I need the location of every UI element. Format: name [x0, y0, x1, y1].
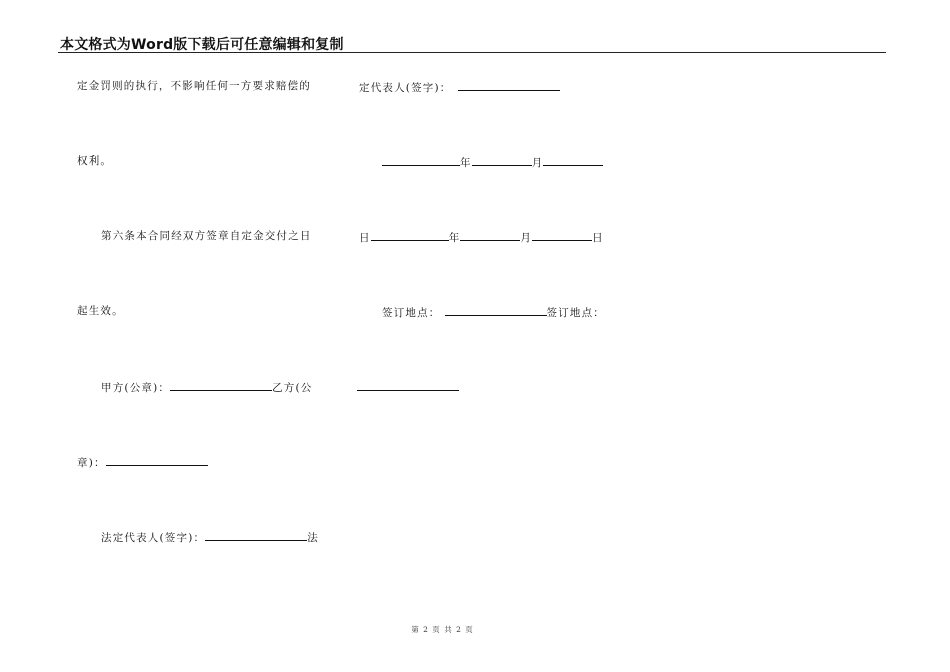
signing-place-blank-2 [357, 380, 459, 391]
day-blank-2 [532, 230, 592, 241]
party-b-seal-label-cont: 章)： [77, 457, 106, 469]
year-label-1: 年 [460, 157, 472, 169]
left-line-5 [101, 380, 313, 394]
party-b-seal-blank [106, 455, 208, 466]
right-line-2 [382, 155, 603, 169]
page-number-footer: 第 2 页 共 2 页 [411, 625, 474, 634]
left-line-2: 权利。 [77, 155, 113, 167]
month-label-1: 月 [531, 157, 544, 169]
year-blank-2 [371, 230, 449, 241]
left-line-6 [77, 455, 208, 469]
legal-rep-label-start: 法 [307, 532, 319, 544]
document-header-title: 本文格式为Word版下载后可任意编辑和复制 [60, 37, 344, 53]
right-line-3 [359, 230, 604, 244]
party-a-seal-blank [170, 380, 272, 391]
day-blank-1 [543, 155, 603, 166]
left-line-1: 定金罚则的执行，不影响任何一方要求赔偿的 [77, 80, 311, 92]
legal-rep-sign-label-2: 定代表人(签字)： [359, 82, 452, 94]
legal-rep-sign-blank [205, 530, 307, 541]
right-line-4 [382, 305, 605, 319]
legal-rep-sign-label: 法定代表人(签字)： [101, 532, 206, 544]
year-blank-1 [382, 155, 460, 166]
left-line-3: 第六条本合同经双方签章自定金交付之日 [101, 230, 312, 242]
header-divider [58, 52, 886, 53]
year-label-2: 年 [448, 232, 461, 244]
party-a-seal-label: 甲方(公章)： [101, 382, 171, 394]
month-label-2: 月 [520, 232, 533, 244]
right-line-5 [357, 380, 459, 394]
legal-rep-sign-blank-2 [458, 80, 560, 91]
right-line-1 [359, 80, 560, 94]
month-blank-1 [472, 155, 532, 166]
signing-place-blank-1 [445, 305, 547, 316]
month-blank-2 [460, 230, 520, 241]
left-line-7 [101, 530, 319, 544]
party-b-seal-label: 乙方(公 [272, 382, 313, 394]
day-label-1: 日 [359, 232, 371, 244]
day-label-2: 日 [592, 232, 604, 244]
left-line-4: 起生效。 [77, 305, 124, 317]
signing-place-label-1: 签订地点： [382, 307, 441, 319]
signing-place-label-2: 签订地点： [546, 307, 605, 319]
